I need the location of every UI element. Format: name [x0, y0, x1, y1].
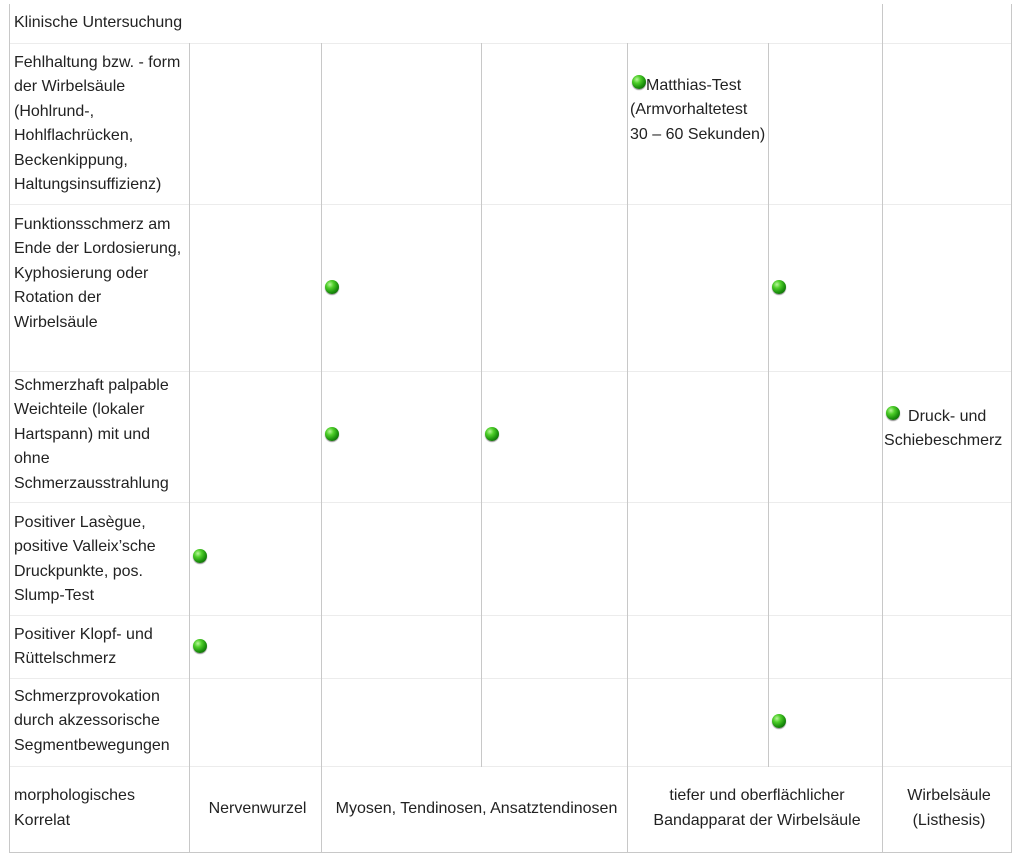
row-label: Schmerzhaft palpable Weichteile (lokaler Hartspann) mit und ohne Schmerzausstrahlung	[10, 371, 190, 502]
positive-marker-icon	[193, 549, 207, 563]
table-row	[10, 43, 1012, 204]
empty-cell	[322, 43, 482, 204]
positive-marker-icon	[325, 280, 339, 294]
table-row	[10, 371, 1012, 502]
empty-cell	[190, 43, 322, 204]
positive-marker-icon	[772, 280, 786, 294]
correlate-cell: Wirbelsäule (Listhesis)	[883, 766, 1012, 852]
empty-cell	[482, 615, 628, 678]
empty-cell	[883, 502, 1012, 615]
empty-cell	[769, 371, 883, 502]
empty-cell	[883, 615, 1012, 678]
finding-cell	[769, 678, 883, 766]
finding-note: Druck- und Schiebeschmerz	[884, 407, 1003, 450]
finding-cell	[322, 371, 482, 502]
finding-cell	[190, 502, 322, 615]
positive-marker-icon	[325, 427, 339, 441]
finding-note: Matthias-Test (Armvorhaltetest 30 – 60 Sekunden)	[630, 76, 766, 143]
correlate-cell: Myosen, Tendinosen, Ansatztendinosen	[322, 766, 628, 852]
section-title-cell	[10, 4, 883, 43]
empty-cell	[482, 502, 628, 615]
row-label: Fehlhaltung bzw. - form der Wirbelsäule (Hohlrund-, Hohlflachrücken, Beckenkippung, Haltungsinsuffizienz)	[10, 43, 190, 204]
row-label: Positiver Lasègue, positive Valleix’sche Druckpunkte, pos. Slump-Test	[10, 502, 190, 615]
empty-cell	[628, 371, 769, 502]
empty-cell	[190, 204, 322, 371]
empty-cell	[482, 678, 628, 766]
section-title: Klinische Untersuchung	[14, 13, 183, 31]
table-row	[10, 502, 1012, 615]
finding-cell	[883, 371, 1012, 502]
positive-marker-icon	[632, 75, 646, 89]
empty-cell	[190, 678, 322, 766]
empty-cell	[628, 615, 769, 678]
empty-cell	[190, 371, 322, 502]
empty-cell	[769, 502, 883, 615]
clinical-findings-table	[9, 4, 1012, 853]
positive-marker-icon	[772, 714, 786, 728]
correlate-cell: tiefer und oberflächlicher Bandapparat der Wirbelsäule	[628, 766, 883, 852]
row-label: Positiver Klopf- und Rüttelschmerz	[10, 615, 190, 678]
table-row	[10, 615, 1012, 678]
positive-marker-icon	[886, 406, 900, 420]
empty-cell	[322, 502, 482, 615]
empty-cell	[322, 678, 482, 766]
row-label: Schmerzprovokation durch akzessorische Segmentbewegungen	[10, 678, 190, 766]
table-row	[10, 678, 1012, 766]
empty-cell	[769, 615, 883, 678]
correlate-cell: Nervenwurzel	[190, 766, 322, 852]
empty-cell	[883, 43, 1012, 204]
finding-cell	[482, 371, 628, 502]
empty-cell	[883, 204, 1012, 371]
finding-cell	[190, 615, 322, 678]
empty-cell	[769, 43, 883, 204]
correlate-label: morphologisches Korrelat	[10, 766, 190, 852]
correlate-row	[10, 766, 1012, 852]
empty-cell	[482, 204, 628, 371]
finding-cell	[322, 204, 482, 371]
positive-marker-icon	[193, 639, 207, 653]
empty-cell	[322, 615, 482, 678]
row-label: Funktionsschmerz am Ende der Lordosierung, Kyphosierung oder Rotation der Wirbelsäule	[10, 204, 190, 371]
table-row	[10, 204, 1012, 371]
empty-cell	[883, 678, 1012, 766]
finding-cell	[628, 43, 769, 204]
positive-marker-icon	[485, 427, 499, 441]
empty-cell	[628, 204, 769, 371]
finding-cell	[769, 204, 883, 371]
empty-cell	[883, 4, 1012, 43]
empty-cell	[482, 43, 628, 204]
empty-cell	[628, 502, 769, 615]
empty-cell	[628, 678, 769, 766]
table-header-row	[10, 4, 1012, 43]
